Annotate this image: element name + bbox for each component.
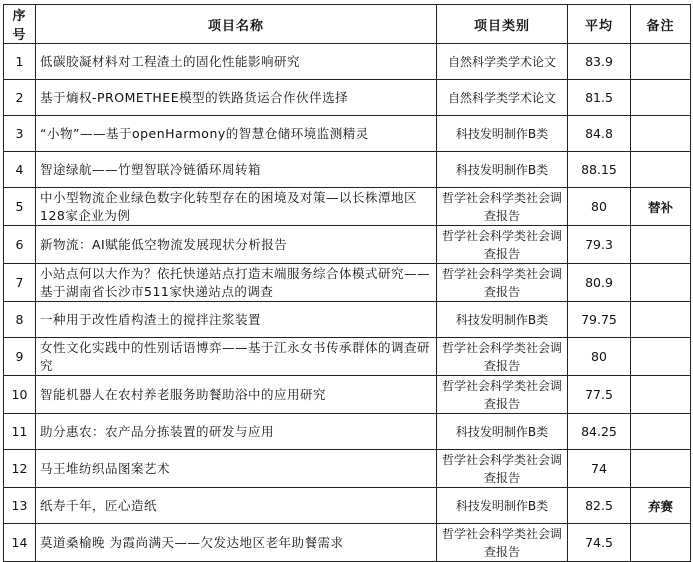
row-score: 79.3	[568, 226, 631, 264]
row-score: 80.9	[568, 264, 631, 302]
row-score: 88.15	[568, 152, 631, 188]
row-index: 8	[4, 302, 36, 338]
row-name: 新物流：AI赋能低空物流发展现状分析报告	[36, 226, 437, 264]
row-note	[631, 338, 691, 376]
table-row	[4, 376, 691, 414]
row-score: 83.9	[568, 44, 631, 80]
row-index: 4	[4, 152, 36, 188]
row-type: 自然科学类学术论文	[437, 44, 568, 80]
row-type: 科技发明制作B类	[437, 488, 568, 524]
row-score: 74.5	[568, 524, 631, 562]
row-score: 84.25	[568, 414, 631, 450]
header-name: 项目名称	[36, 5, 437, 44]
row-index: 14	[4, 524, 36, 562]
row-note	[631, 376, 691, 414]
row-note	[631, 116, 691, 152]
row-index: 5	[4, 188, 36, 226]
row-index: 6	[4, 226, 36, 264]
row-note: 弃赛	[631, 488, 691, 524]
row-type: 哲学社会科学类社会调查报告	[437, 524, 568, 562]
row-type: 哲学社会科学类社会调查报告	[437, 338, 568, 376]
header-score: 平均	[568, 5, 631, 44]
row-score: 80	[568, 338, 631, 376]
row-score: 81.5	[568, 80, 631, 116]
row-index: 3	[4, 116, 36, 152]
table-row	[4, 488, 691, 524]
table-row	[4, 226, 691, 264]
row-name: 助分惠农：农产品分拣装置的研发与应用	[36, 414, 437, 450]
row-name: 小站点何以大作为？依托快递站点打造末端服务综合体模式研究——基于湖南省长沙市511家快递站点的调查	[36, 264, 437, 302]
row-type: 科技发明制作B类	[437, 414, 568, 450]
row-name: 马王堆纺织品图案艺术	[36, 450, 437, 488]
row-note	[631, 414, 691, 450]
row-index: 7	[4, 264, 36, 302]
row-name: 纸寿千年，匠心造纸	[36, 488, 437, 524]
row-note	[631, 152, 691, 188]
project-table	[3, 4, 691, 562]
row-type: 科技发明制作B类	[437, 152, 568, 188]
table-row	[4, 450, 691, 488]
row-index: 9	[4, 338, 36, 376]
row-score: 74	[568, 450, 631, 488]
row-note: 替补	[631, 188, 691, 226]
row-index: 12	[4, 450, 36, 488]
table-row	[4, 302, 691, 338]
table-row	[4, 338, 691, 376]
row-name: 莫道桑榆晚 为霞尚满天——欠发达地区老年助餐需求	[36, 524, 437, 562]
header-note: 备注	[631, 5, 691, 44]
row-note	[631, 302, 691, 338]
row-name: 智能机器人在农村养老服务助餐助浴中的应用研究	[36, 376, 437, 414]
row-type: 哲学社会科学类社会调查报告	[437, 450, 568, 488]
row-note	[631, 450, 691, 488]
table-row	[4, 152, 691, 188]
row-note	[631, 226, 691, 264]
row-type: 哲学社会科学类社会调查报告	[437, 376, 568, 414]
row-index: 1	[4, 44, 36, 80]
table-row	[4, 524, 691, 562]
table-row	[4, 80, 691, 116]
table-row	[4, 116, 691, 152]
row-score: 79.75	[568, 302, 631, 338]
row-name: “小物”——基于openHarmony的智慧仓储环境监测精灵	[36, 116, 437, 152]
row-name: 基于熵权-PROMETHEE模型的铁路货运合作伙伴选择	[36, 80, 437, 116]
table-row	[4, 188, 691, 226]
row-name: 低碳胶凝材料对工程渣土的固化性能影响研究	[36, 44, 437, 80]
row-note	[631, 264, 691, 302]
row-type: 自然科学类学术论文	[437, 80, 568, 116]
row-type: 科技发明制作B类	[437, 302, 568, 338]
header-type: 项目类别	[437, 5, 568, 44]
row-index: 11	[4, 414, 36, 450]
row-type: 哲学社会科学类社会调查报告	[437, 226, 568, 264]
row-name: 女性文化实践中的性别话语博弈——基于江永女书传承群体的调查研究	[36, 338, 437, 376]
row-name: 中小型物流企业绿色数字化转型存在的困境及对策—以长株潭地区128家企业为例	[36, 188, 437, 226]
header-index: 序号	[4, 5, 36, 44]
row-note	[631, 524, 691, 562]
table-row	[4, 414, 691, 450]
row-name: 智途绿航——竹塑智联冷链循环周转箱	[36, 152, 437, 188]
row-index: 13	[4, 488, 36, 524]
row-index: 10	[4, 376, 36, 414]
row-index: 2	[4, 80, 36, 116]
row-name: 一种用于改性盾构渣土的搅拌注浆装置	[36, 302, 437, 338]
header-row	[4, 5, 691, 44]
row-score: 82.5	[568, 488, 631, 524]
row-score: 77.5	[568, 376, 631, 414]
row-score: 80	[568, 188, 631, 226]
row-note	[631, 44, 691, 80]
row-type: 哲学社会科学类社会调查报告	[437, 264, 568, 302]
row-type: 科技发明制作B类	[437, 116, 568, 152]
row-score: 84.8	[568, 116, 631, 152]
table-row	[4, 264, 691, 302]
row-note	[631, 80, 691, 116]
row-type: 哲学社会科学类社会调查报告	[437, 188, 568, 226]
table-row	[4, 44, 691, 80]
